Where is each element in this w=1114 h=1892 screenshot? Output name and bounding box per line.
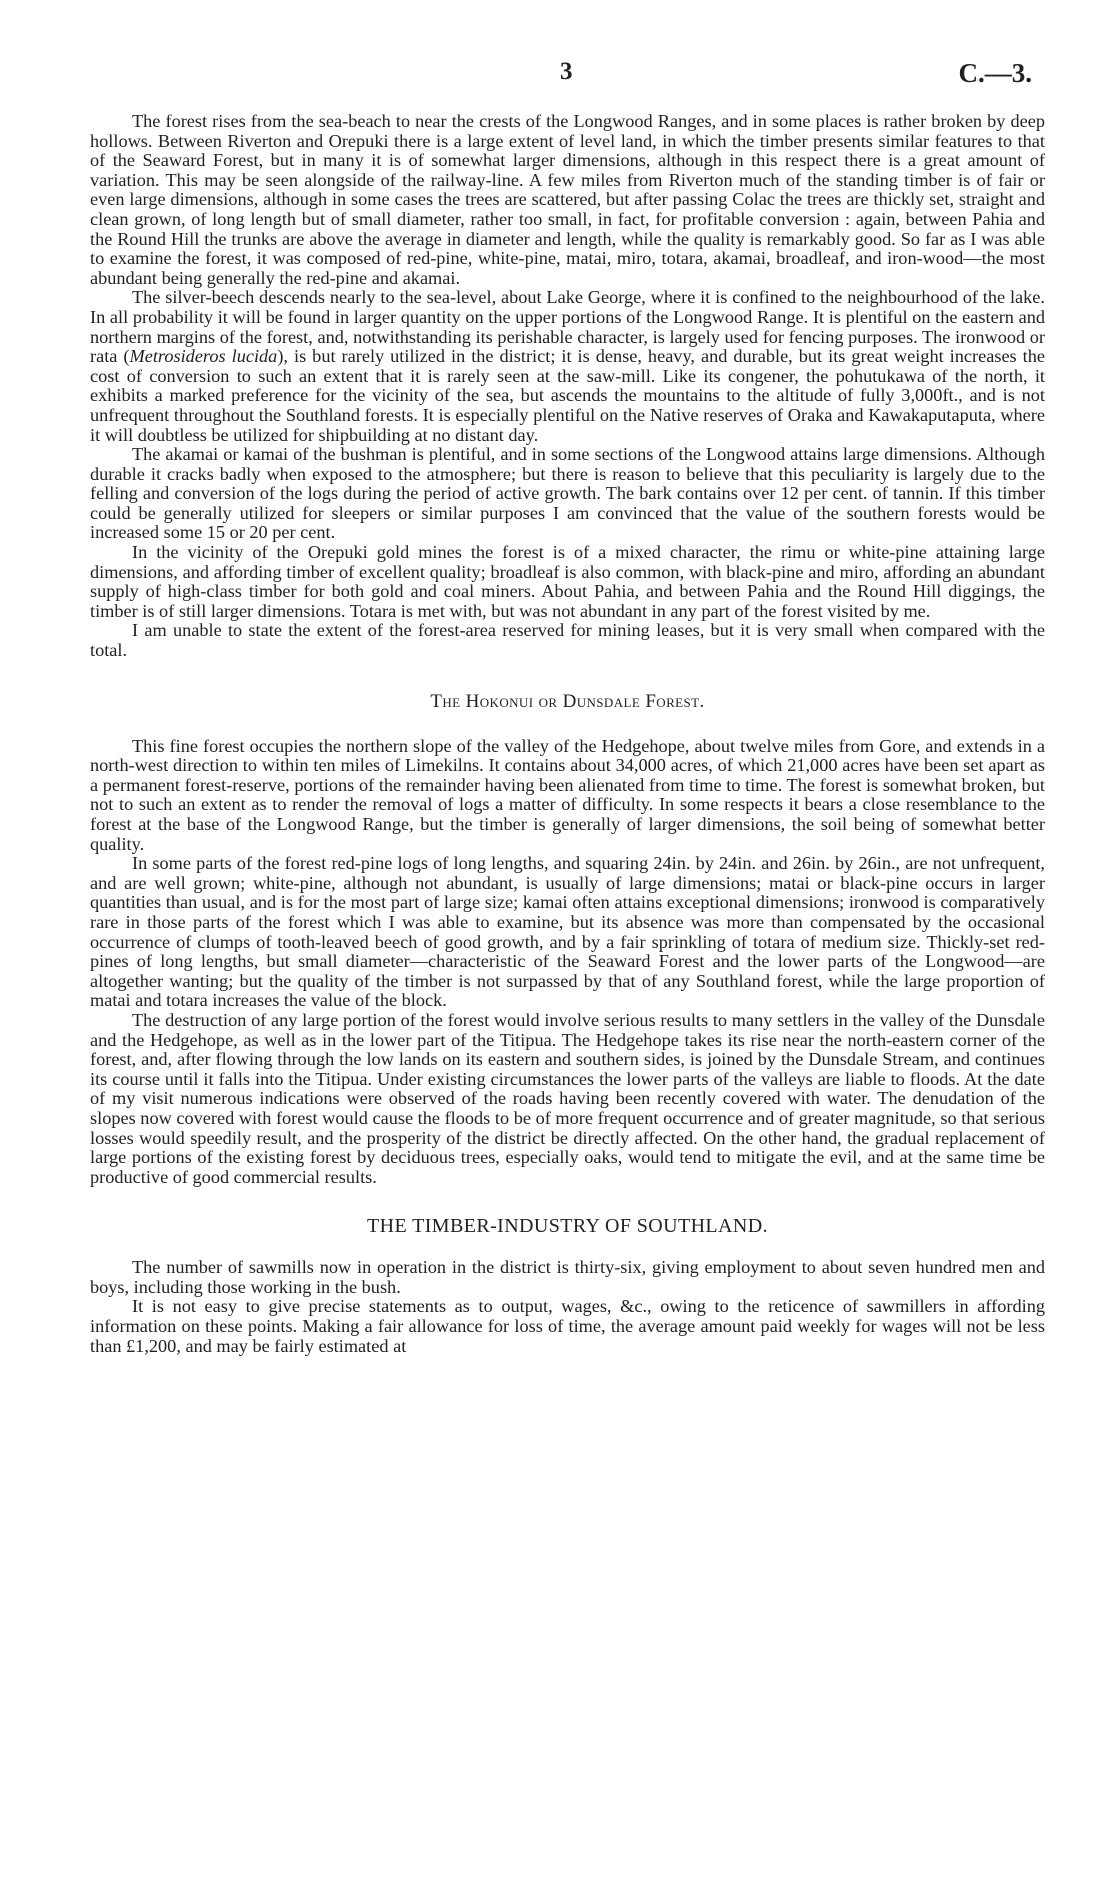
paragraph: The number of sawmills now in operation in the district is thirty-six, giving employment to about seven hundred men and boys, including those working in the bush. xyxy=(90,1257,1045,1297)
section-heading: THE TIMBER-INDUSTRY OF SOUTHLAND. xyxy=(367,1215,768,1238)
scientific-name: Metrosideros lucida xyxy=(129,346,278,367)
page-number: 3 xyxy=(560,58,573,85)
paragraph: The forest rises from the sea-beach to near the crests of the Longwood Ranges, and in some places is rather broken by deep hollows. Between Riverton and Orepuki there is a large extent of level land, in which the timber presents similar features to that of the Seaward Forest, but in many it is of somewhat larger dimensions, although in this respect there is a great amount of variation. This may be seen alongside of the railway-line. A few miles from Riverton much of the standing timber is of fair or even large dimensions, although in some cases the trees are scattered, but after passing Colac the trees are thickly set, straight and clean grown, of long length but of small diameter, rather too small, in fact, for profitable conversion : again, between Pahia and the Round Hill the trunks are above the average in diameter and length, while the quality is remarkably good. So far as I was able to examine the forest, it was composed of red-pine, white-pine, matai, miro, totara, akamai, broadleaf, and iron-wood—the most abundant being generally the red-pine and akamai. xyxy=(90,111,1045,288)
paragraph: I am unable to state the extent of the forest-area reserved for mining leases, but it is very small when compared with the total. xyxy=(90,620,1045,661)
paragraph: In the vicinity of the Orepuki gold mines the forest is of a mixed character, the rimu or white-pine attaining large dimensions, and affording timber of excellent quality; broadleaf is also common, with black-pine and miro, affording an abundant supply of high-class timber for both gold and coal miners. About Pahia, and between Pahia and the Round Hill diggings, the timber is of still larger dimensions. Totara is met with, but was not abundant in any part of the forest visited by me. xyxy=(90,542,1045,621)
paragraph xyxy=(90,288,1045,445)
body-text xyxy=(90,112,1045,1356)
text-run: The silver-beech descends nearly to the sea-level, about Lake George, where it is confined to the neighbourhood of the lake. In all probability it will be found in larger quantity on the upper portions of the Longwood Range. It is plentiful on the eastern and northern margins of the forest, and, notwithstanding its perishable character, is largely used for fencing purposes. The ironwood or rata ( xyxy=(90,287,1045,367)
paragraph: The destruction of any large portion of the forest would involve serious results to many settlers in the valley of the Dunsdale and the Hedgehope, as well as in the lower part of the Titipua. The Hedgehope takes its rise near the north-eastern corner of the forest, and, after flowing through the low lands on its eastern and southern sides, is joined by the Dunsdale Stream, and continues its course until it falls into the Titipua. Under existing circumstances the lower parts of the valleys are liable to floods. At the date of my visit numerous indications were observed of the roads having been recently covered with water. The denudation of the slopes now covered with forest would cause the floods to be of more frequent occurrence and of greater magnitude, so that serious losses would speedily result, and the prosperity of the district be directly affected. On the other hand, the gradual replacement of large portions of the existing forest by deciduous trees, especially oaks, would tend to mitigate the evil, and at the same time be productive of good commercial results. xyxy=(90,1009,1045,1187)
paragraph: This fine forest occupies the northern slope of the valley of the Hedgehope, about twelve miles from Gore, and extends in a north-west direction to within ten miles of Limekilns. It contains about 34,000 acres, of which 21,000 acres have been set apart as a permanent forest-reserve, portions of the remainder having been alienated from time to time. The forest is somewhat broken, but not to such an extent as to render the removal of logs a matter of difficulty. In some respects it bears a close resemblance to the forest at the base of the Longwood Range, but the timber is generally of larger dimensions, the soil being of somewhat better quality. xyxy=(90,735,1045,854)
document-reference: C.—3. xyxy=(958,58,1032,88)
paragraph: The akamai or kamai of the bushman is plentiful, and in some sections of the Longwood attains large dimensions. Although durable it cracks badly when exposed to the atmosphere; but there is reason to believe that this peculiarity is largely due to the felling and conversion of the logs during the period of active growth. The bark contains over 12 per cent. of tannin. If this timber could be generally utilized for sleepers or similar purposes I am convinced that the value of the southern forests would be increased some 15 or 20 per cent. xyxy=(90,444,1045,543)
paragraph: It is not easy to give precise statements as to output, wages, &c., owing to the reticence of sawmillers in affording information on these points. Making a fair allowance for loss of time, the average amount paid weekly for wages will not be less than £1,200, and may be fairly estimated at xyxy=(90,1296,1045,1356)
paragraph: In some parts of the forest red-pine logs of long lengths, and squaring 24in. by 24in. and 26in. by 26in., are not unfrequent, and are well grown; white-pine, although not abundant, is usually of large dimensions; matai or black-pine occurs in larger quantities than usual, and is for the most part of large size; kamai often attains exceptional dimensions; ironwood is comparatively rare in those parts of the forest which I was able to examine, but its absence was more than compensated by the occasional occurrence of clumps of tooth-leaved beech of good growth, and by a fair sprinkling of totara of medium size. Thickly-set red-pines of long lengths, but small diameter—characteristic of the Seaward Forest and the lower parts of the Longwood—are altogether wanting; but the quality of the timber is not surpassed by that of any Southland forest, while the large proportion of matai and totara increases the value of the block. xyxy=(90,853,1045,1011)
section-heading: The Hokonui or Dunsdale Forest. xyxy=(430,690,705,712)
text-run: ), is but rarely utilized in the district; it is dense, heavy, and durable, but its great weight increases the cost of conversion to such an extent that it is rarely seen at the saw-mill. Like its congener, the pohutukawa of the north, it exhibits a marked preference for the vicinity of the sea, but ascends the mountains to the altitude of fully 3,000ft., and is not unfrequent throughout the Southland forests. It is especially plentiful on the Native reserves of Oraka and Kawakaputaputa, where it will doubtless be utilized for shipbuilding at no distant day. xyxy=(90,346,1046,445)
page-header xyxy=(0,58,1114,98)
